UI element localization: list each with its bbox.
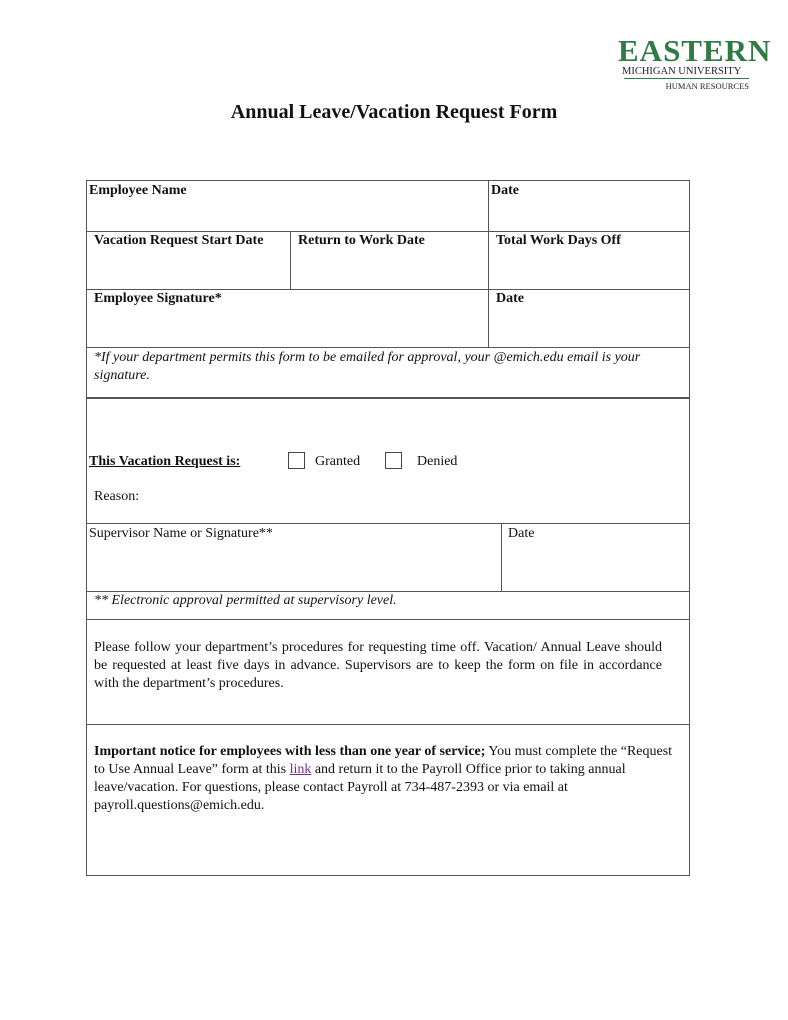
logo-main-text: EASTERN (618, 33, 772, 68)
row-divider (87, 397, 689, 399)
procedures-paragraph: Please follow your department’s procedures for requesting time off. Vacation/ Annual Leave should be requested at least five days in advance. Supervisors are to keep the form on file in accordance with the department’s procedures. (94, 640, 662, 691)
notice-text-1: You must complete the “Request to Use Annual Leave” form at this (94, 744, 673, 777)
row-divider (87, 231, 689, 232)
row-divider (87, 289, 689, 290)
notice-text-2: and return it to the Payroll Office prior to taking annual leave/vacation. For questions, please contact Payroll at 734-487-2393 or via email at payroll.questions@emich.edu. (94, 762, 626, 813)
denied-label: Denied (417, 454, 458, 469)
decision-label: This Vacation Request is: (89, 454, 241, 469)
column-divider (488, 231, 489, 347)
row-divider (87, 724, 689, 725)
signature-date-field[interactable]: Date (496, 291, 524, 306)
start-date-field[interactable]: Vacation Request Start Date (94, 233, 264, 248)
employee-name-field[interactable]: Employee Name (89, 183, 187, 198)
employee-signature-field[interactable]: Employee Signature* (94, 291, 222, 306)
annual-leave-link[interactable]: link (289, 762, 312, 777)
request-form (86, 180, 690, 876)
column-divider (501, 523, 502, 591)
row-divider (87, 619, 689, 620)
granted-checkbox[interactable] (288, 452, 305, 469)
service-notice (94, 743, 679, 815)
row-divider (87, 523, 689, 524)
return-date-field[interactable]: Return to Work Date (298, 233, 425, 248)
page-title: Annual Leave/Vacation Request Form (230, 101, 558, 123)
denied-checkbox[interactable] (385, 452, 402, 469)
supervisor-signature-field[interactable]: Supervisor Name or Signature** (89, 526, 273, 541)
column-divider (488, 181, 489, 231)
column-divider (290, 231, 291, 289)
reason-label: Reason: (94, 489, 140, 504)
email-note: *If your department permits this form to be emailed for approval, your @emich.edu email is your signature. (94, 350, 641, 383)
logo-divider (624, 78, 749, 79)
supervisor-note: ** Electronic approval permitted at supervisory level. (94, 593, 397, 608)
logo-dept-text: HUMAN RESOURCES (665, 81, 749, 91)
notice-bold-text: Important notice for employees with less than one year of service; (94, 744, 486, 759)
logo-university-text: MICHIGAN UNIVERSITY (622, 66, 742, 77)
date-field[interactable]: Date (491, 183, 519, 198)
row-divider (87, 591, 689, 592)
eastern-logo (618, 33, 772, 92)
row-divider (87, 347, 689, 348)
supervisor-date-field[interactable]: Date (508, 526, 535, 541)
granted-label: Granted (315, 454, 361, 469)
total-days-field[interactable]: Total Work Days Off (496, 233, 621, 248)
